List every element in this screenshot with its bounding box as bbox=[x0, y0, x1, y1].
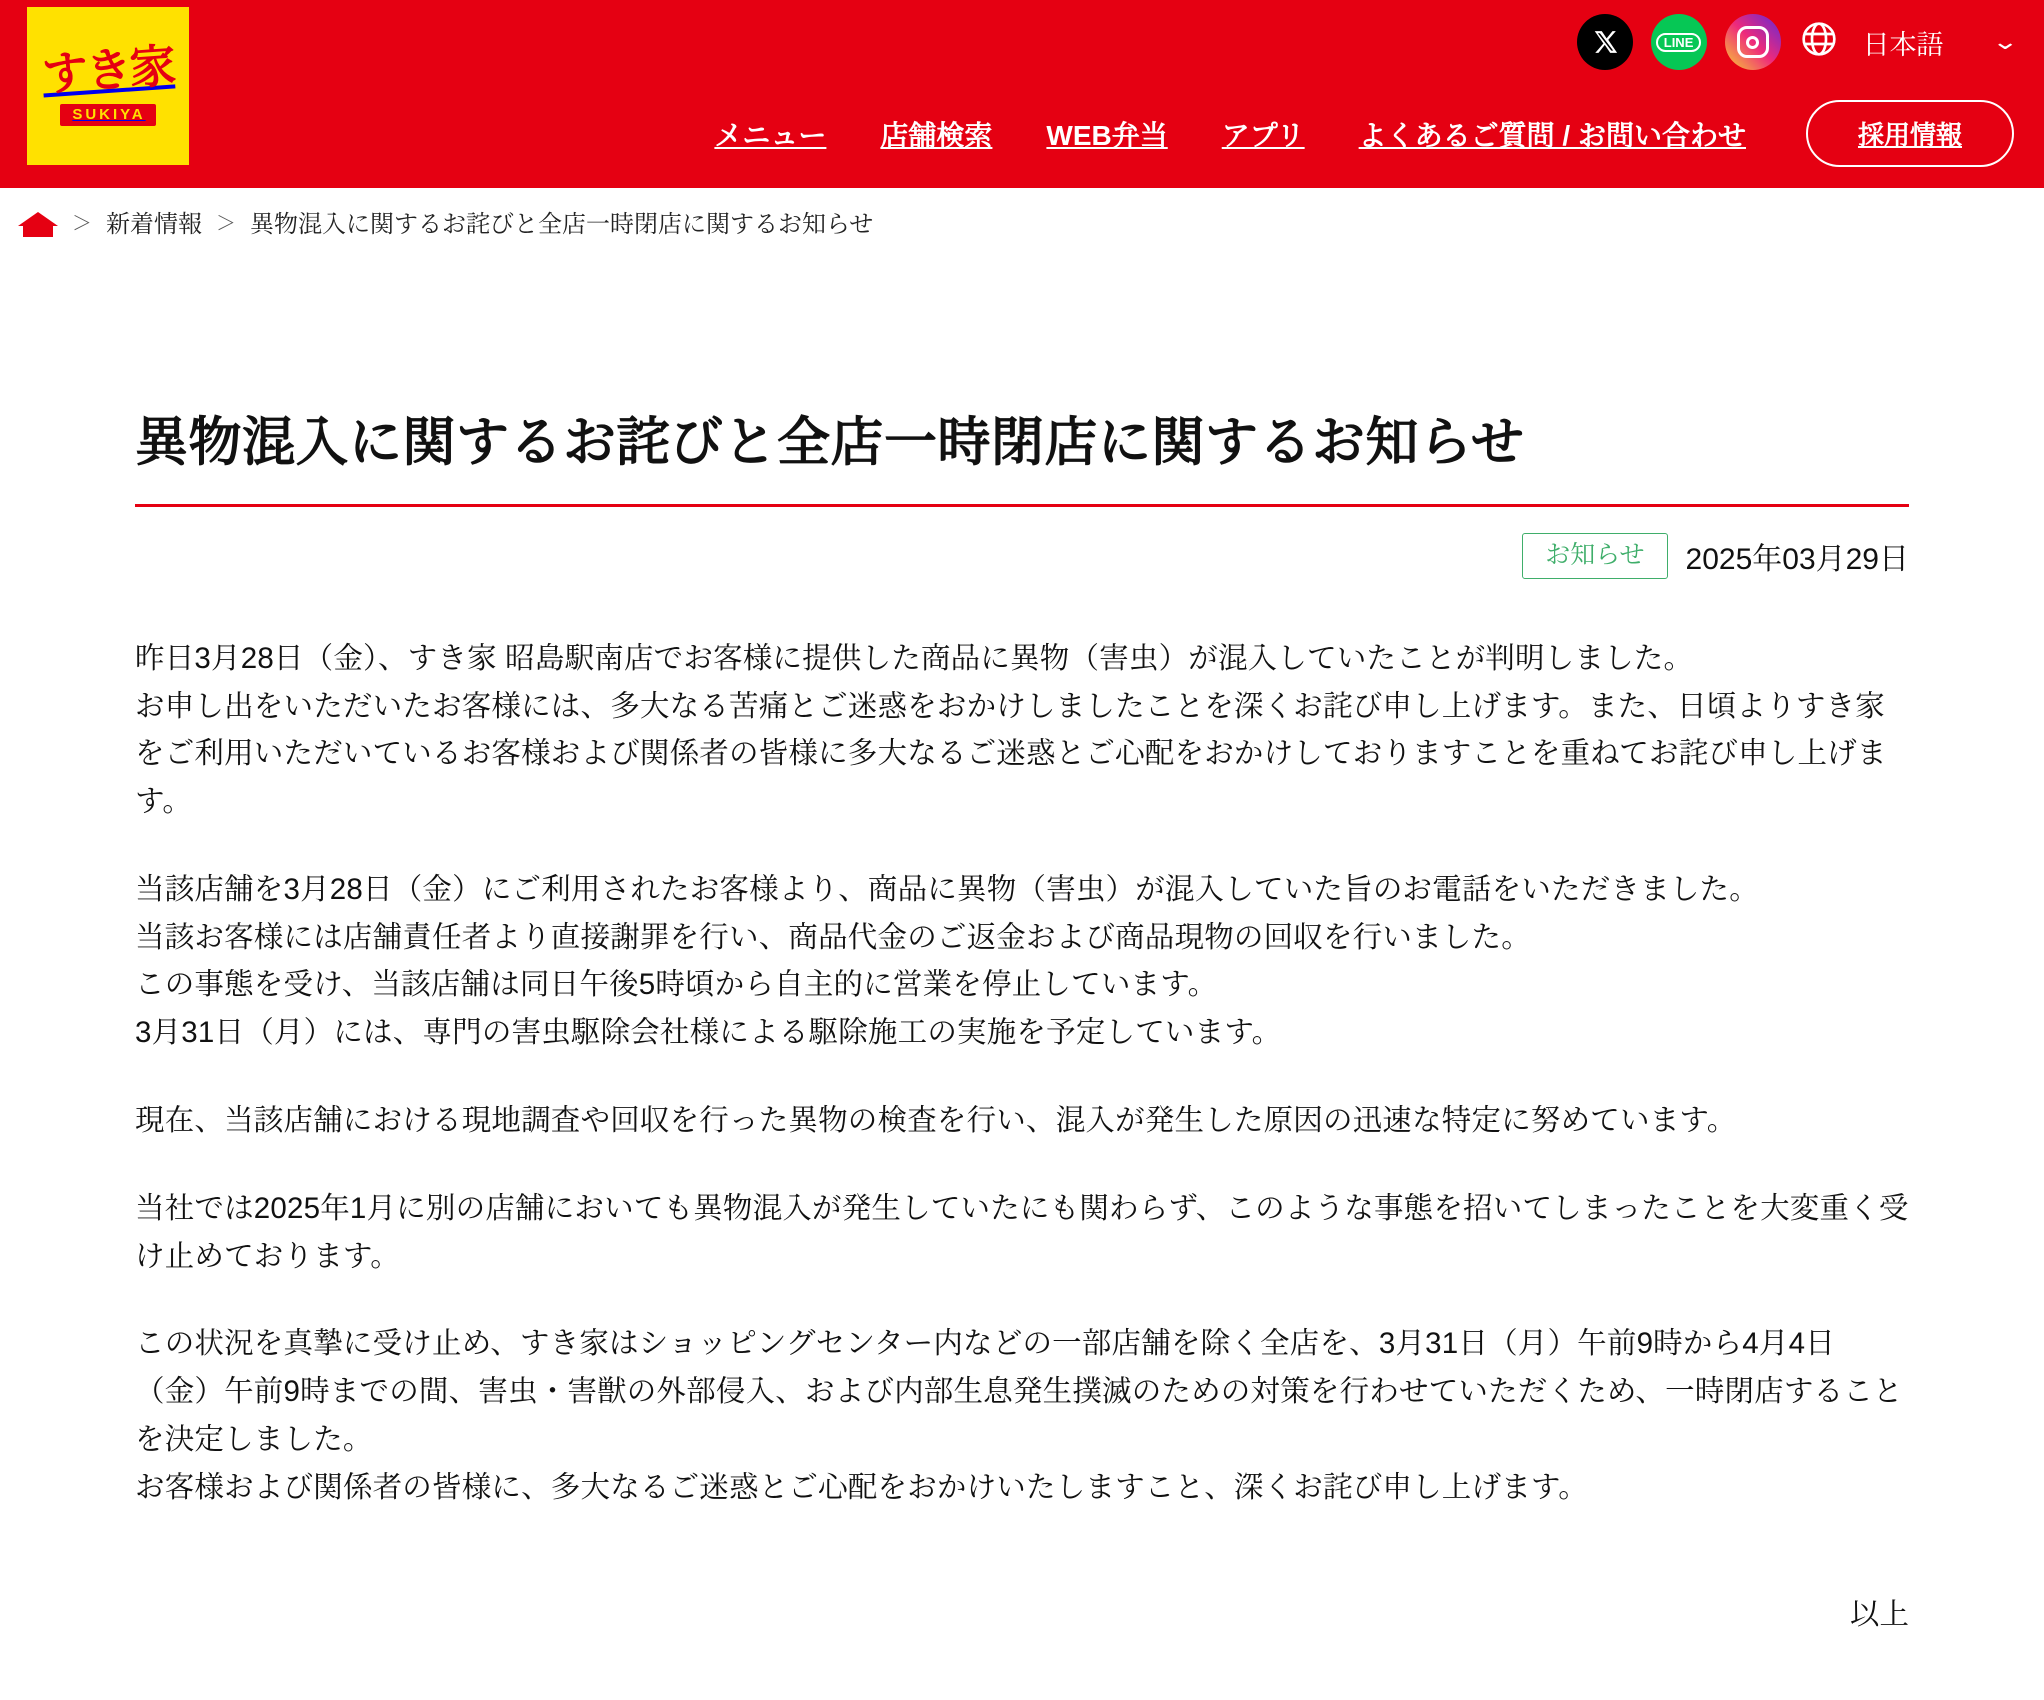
breadcrumb-separator-2: ＞ bbox=[216, 212, 236, 235]
site-header bbox=[0, 0, 2044, 188]
breadcrumb-item-current: 異物混入に関するお詫びと全店一時閉店に関するお知らせ bbox=[250, 210, 874, 238]
language-label: 日本語 bbox=[1862, 29, 1944, 60]
breadcrumb-separator: ＞ bbox=[72, 212, 92, 235]
nav-item-faq-contact[interactable]: よくあるご質問 / お問い合わせ bbox=[1358, 119, 1746, 151]
line-icon-label: LINE bbox=[1656, 33, 1702, 52]
article-paragraph-5: この状況を真摯に受け止め、すき家はショッピングセンター内などの一部店舗を除く全店を、3月31日（月）午前9時から4月4日（金）午前9時までの間、害虫・害獣の外部侵入、および内部生息発生撲滅のための対策を行わせていただくため、一時閉店することを決定しました。 お客様および関係者の皆様に、多大なるご迷惑とご心配をおかけいたしますこと、深くお詫び申し上げます。 bbox=[135, 1327, 1903, 1504]
breadcrumb-item-news[interactable]: 新着情報 bbox=[106, 210, 202, 238]
chevron-down-icon: ⌄ bbox=[1990, 29, 2019, 54]
recruit-button[interactable]: 採用情報 bbox=[1806, 100, 2014, 167]
social-and-language-bar bbox=[1577, 14, 2019, 70]
article-meta bbox=[135, 533, 1909, 579]
site-logo[interactable] bbox=[20, 0, 196, 172]
article-main bbox=[0, 255, 2044, 1633]
instagram-icon-lens bbox=[1746, 36, 1759, 49]
line-icon[interactable] bbox=[1651, 14, 1707, 70]
instagram-icon[interactable] bbox=[1725, 14, 1781, 70]
publish-date: 2025年03月29日 bbox=[1685, 543, 1909, 576]
x-icon[interactable] bbox=[1577, 14, 1633, 70]
page-title: 異物混入に関するお詫びと全店一時閉店に関するお知らせ bbox=[135, 413, 1525, 472]
logo-kanji: すき家 bbox=[40, 38, 176, 102]
nav-item-web-bento[interactable]: WEB弁当 bbox=[1046, 119, 1168, 151]
status-badge: お知らせ bbox=[1522, 533, 1667, 579]
language-selector[interactable] bbox=[1857, 23, 2019, 62]
logo-romaji: SUKIYA bbox=[60, 104, 155, 126]
home-icon[interactable] bbox=[18, 206, 58, 236]
globe-icon[interactable] bbox=[1799, 19, 1839, 66]
article-paragraph-1: 昨日3月28日（金）、すき家 昭島駅南店でお客様に提供した商品に異物（害虫）が混入していたことが判明しました。 お申し出をいただいたお客様には、多大なる苦痛とご迷惑をおかけしましたことを深くお詫び申し上げます。また、日頃よりすき家をご利用いただいているお客様および関係者の皆様に多大なるご迷惑とご心配をおかけしておりますことを重ねてお詫び申し上げます。 bbox=[135, 641, 1887, 819]
main-navigation bbox=[714, 100, 2014, 167]
breadcrumb bbox=[0, 188, 2044, 255]
title-divider bbox=[135, 504, 1909, 507]
nav-item-store-search[interactable]: 店舗検索 bbox=[880, 119, 993, 151]
article-body bbox=[135, 635, 1909, 1512]
article-paragraph-4: 当社では2025年1月に別の店舗においても異物混入が発生していたにも関わらず、このような事態を招いてしまったことを大変重く受け止めております。 bbox=[135, 1191, 1909, 1273]
nav-item-app[interactable]: アプリ bbox=[1221, 119, 1305, 151]
instagram-icon-frame bbox=[1737, 26, 1769, 58]
nav-item-menu[interactable]: メニュー bbox=[714, 119, 827, 151]
article-closing: 以上 bbox=[1849, 1598, 1909, 1632]
article-paragraph-2: 当該店舗を3月28日（金）にご利用されたお客様より、商品に異物（害虫）が混入していた旨のお電話をいただきました。 当該お客様には店舗責任者より直接謝罪を行い、商品代金のご返金および商品現物の回収を行いました。 この事態を受け、当該店舗は同日午後5時頃から自主的に営業を停止しています。 3月31日（月）には、専門の害虫駆除会社様による駆除施工の実施を予定しています。 bbox=[135, 872, 1759, 1050]
article-paragraph-3: 現在、当該店舗における現地調査や回収を行った異物の検査を行い、混入が発生した原因の迅速な特定に努めています。 bbox=[135, 1104, 1737, 1137]
